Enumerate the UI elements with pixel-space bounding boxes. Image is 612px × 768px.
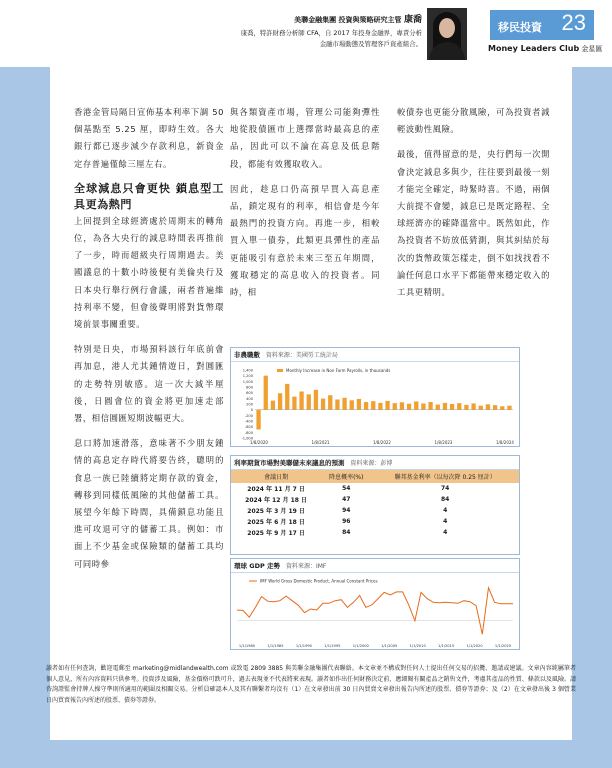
chart-title: 環球 GDP 走勢 [234,562,281,570]
chart-source: 資料來源：彭博 [350,460,393,467]
x-tick-label: 1/1/2010 [409,644,426,648]
y-tick-label: 1,400 [242,368,253,373]
bar [328,395,332,409]
y-tick-label: 400 [246,396,253,401]
bar [486,404,490,409]
x-tick-label: 1/1/1990 [295,644,312,648]
y-tick-label: -800 [244,430,253,435]
chart-source: 資料來源：美國勞工統計局 [265,352,338,359]
table-row [231,483,519,494]
x-tick-label: 1/8/2020 [250,440,268,445]
paragraph: 與各類資產市場，管理公司能夠彈性地從股債匯市上選擇當時最高息的產品，因此可以不論在高息及低息階段，都能有效獲取收入。 [230,107,380,169]
y-tick-label: 200 [246,402,253,407]
bar [464,405,468,410]
paragraph: 最後，值得留意的是，央行們每一次開會決定減息多與少，往往要到最後一刻才能完全確定，時緊時喜。不過，兩個大前提不會變，減息已是既定路程、全球經濟亦的確降溫當中。既然如此，作為投資者不妨放低猜測，與其糾結於每次的貨幣政策怎樣走，倒不如找找看不論任何息口水平下都能帶來穩定收入的工具更精明。 [397,149,550,298]
y-tick-label: -600 [244,425,253,430]
table-cell: 84 [441,496,450,503]
y-tick-label: 0 [250,408,253,413]
column-badge [490,10,594,40]
bar [507,406,511,410]
bar [285,384,289,410]
table-cell: 96 [342,518,351,525]
author-name: 康喬 [403,15,422,25]
table-cell: 84 [342,529,351,536]
bar [450,404,454,410]
article-column-3 [397,104,550,309]
paragraph: 特別是日央，市場預料該行年底前會再加息，港人尤其鍾情遊日，對圓匯的走勢特別敏感。這一次大減半厘後，日圓會位的資金將更加速走部署，相信圓匯短期波幅更大。 [74,344,224,424]
article-column-1 [74,104,224,581]
y-tick-label: -400 [244,419,253,424]
bar [378,403,382,410]
y-tick-label: -1,000 [241,436,253,441]
chart-header [231,559,519,573]
payrolls-bar-chart [231,362,519,446]
club-suffix: 金星匯 [581,45,603,53]
x-tick-label: 1/1/2000 [352,644,369,648]
rate-table [231,470,519,538]
y-tick-label: -200 [244,413,253,418]
table-row [231,527,519,538]
y-tick-label: 1,000 [242,379,253,384]
club-title: Money Leaders Club [488,44,580,53]
table-header: 降息概率(%) [321,470,371,483]
table-cell: 47 [342,496,351,503]
bar [428,402,432,410]
bar [393,403,397,410]
chart-title: 非農職數 [234,351,260,359]
bar [256,410,260,430]
bar [350,400,354,409]
page-number: 23 [561,10,586,35]
author-photo [427,8,467,60]
x-tick-label: 1/8/2021 [311,440,330,445]
bar [500,406,504,409]
bar [335,399,339,409]
table-cell: 2025 年 3 月 19 日 [247,508,305,515]
gdp-line-chart [231,573,519,649]
x-tick-label: 1/1/1995 [324,644,341,648]
gdp-chart [230,558,520,650]
table-cell: 74 [441,485,450,492]
table-cell: 2025 年 9 月 17 日 [247,530,305,537]
payrolls-chart [230,347,520,447]
bottom-color-band [0,740,612,768]
chart-title: 利率期貨市場對美聯儲未來議息的預測 [234,459,345,467]
bar [385,401,389,410]
x-tick-label: 1/1/1980 [238,644,256,648]
paragraph: 較債券也更能分散風險，可為投資者減輕波動性風險。 [397,107,550,135]
bar [271,401,275,410]
bar [479,406,483,410]
paragraph: 上回提到全球經濟處於周期末的轉角位，為各大央行的減息時間表再推前了一步，時而超級央行周期過去。美國議息的十數小時後便有美倫央行及日本央行舉行例行會議，兩者普遍維持利率不變，但會後聲明將對貨幣環境前景事關重要。 [74,215,224,330]
bar [436,405,440,410]
chart-header [231,348,519,362]
legend-label: Monthly Increase in Non Farm Payrolls, in thousands [286,368,391,373]
chart-source: 資料來源：IMF [285,563,327,570]
bar [443,403,447,410]
table-cell: 2024 年 12 月 18 日 [245,497,308,504]
gdp-series-line [237,588,513,635]
author-title [294,12,422,25]
legend-label: IMF World Gross Domestic Product, Annual Constant Prices [260,578,378,584]
bar [414,401,418,409]
bar [407,404,411,410]
x-tick-label: 1/1/2020 [466,644,483,648]
section-heading: 全球減息只會更快 鎖息型工具更為熱門 [74,181,224,211]
x-tick-label: 1/8/2022 [373,440,391,445]
bar [264,376,268,410]
left-color-band [0,67,50,768]
x-tick-label: 1/1/1985 [267,644,284,648]
author-bio: 康喬，特許財務分析師 CFA，自 2017 年投身金融界，專責分析金融市場動態及管理客戶資產組合。 [240,29,422,48]
table-cell: 4 [443,518,448,525]
bar [364,402,368,410]
bar [400,402,404,409]
table-header: 聯邦基金利率（以每次降 0.25 厘計） [371,470,519,483]
table-row [231,516,519,527]
bar [292,397,296,410]
bar [371,401,375,410]
right-color-band [572,67,612,768]
bar [342,398,346,410]
x-tick-label: 1/8/2023 [434,440,453,445]
bar [278,393,282,409]
rate-futures-table [230,455,520,555]
column-name: 移民投資 [498,21,542,34]
paragraph: 因此，趁息口仍高預早買入高息產品，鎖定現有的利率，相信會是今年最熱門的投資方向。再進一步，相較買入單一債券，此類更具彈性的產品更能吸引有意於未來三至五年期間，獲取穩定的高息收入的投資者。同時，相 [230,183,380,298]
paragraph: 息口將加速滑落，意味著不少朋友鍾情的高息定存時代將要告終，聰明的食息一族已陸續將定期存款的資金，轉移到同樣低風險的其他儲蓄工具。展望今年餘下時間，具備鎖息功能且進可攻退可守的儲蓄工具。例如：市面上不少基金或保險類的儲蓄工具均可同時參 [74,438,224,569]
disclaimer: 讀者如有任何查詢，歡迎電郵至 marketing@midlandwealth.com 或致電 2809 3885 與美聯金融集團代表聯絡。本文章並不構成對任何人士提出任何交易的招攬、邀請或建議。文章內容純屬筆者個人意見，所有內容資料只供參考。投資涉及風險，基金價格可跌可升，過去表現並不代表將來表現。讀者如作出任何財務決定前，應細閱有關產品之銷售文件，考慮其產品的性質、條款以及風險。請咨詢證監會持牌人操守準則所適用的範圍及相關交易。分析員確認本人及其有聯繫者均沒有（1）在文章發出前 30 日內買賣文章發出報告內所述的股票、債券等證券；及（2）在文章發出後 3 個營業日內買賣報告內所述的股票、債券等證券。 [46,665,576,704]
x-tick-label: 1/1/2015 [438,644,455,648]
bar [321,399,325,410]
legend-swatch [277,369,283,372]
bar [307,394,311,409]
table-cell: 4 [443,529,448,536]
table-row [231,494,519,505]
table-cell: 4 [443,507,448,514]
bar [314,390,318,410]
paragraph: 香港金管局隔日宣佈基本利率下調 50 個基點至 5.25 厘，即時生效。各大銀行都已逐步減少存款利息，新資金定存普遍僅餘三厘左右。 [74,107,224,169]
bar [457,403,461,410]
table-row [231,505,519,516]
x-tick-label: 1/1/2025 [494,644,512,648]
table-cell: 2024 年 11 月 7 日 [247,486,305,493]
table-cell: 2025 年 6 月 18 日 [247,519,305,526]
y-tick-label: 800 [246,385,253,390]
chart-header [231,456,519,470]
y-tick-label: 600 [246,391,253,396]
bar [471,403,475,409]
article-column-2 [230,104,380,309]
author-position: 美聯金融集團 投資與策略研究主管 [294,16,402,24]
bar [421,403,425,409]
bar [493,405,497,410]
club-name [488,44,602,54]
table-cell: 94 [342,507,351,514]
table-header: 會議日期 [231,470,321,483]
bar [299,392,303,410]
bar [357,399,361,410]
table-cell: 54 [342,485,351,492]
x-tick-label: 1/1/2005 [381,644,398,648]
y-tick-label: 1,200 [242,374,253,379]
x-tick-label: 1/8/2024 [496,440,514,445]
